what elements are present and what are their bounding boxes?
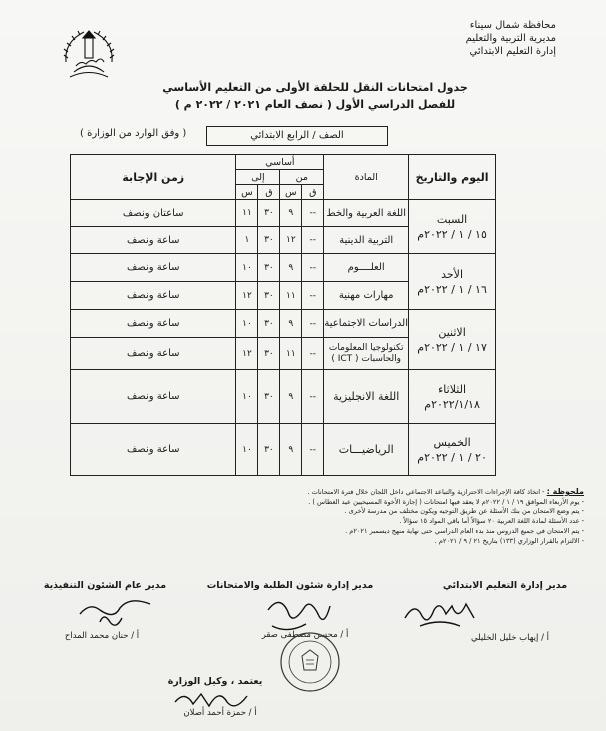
note-item: - اتخاذ كافة الإجراءات الاحترازية والتباعد الاجتماعي داخل اللجان خلال فترة الامتحانات .: [307, 488, 545, 496]
from-s-cell: ٩: [280, 370, 302, 424]
header-day-date: اليوم والتاريخ: [409, 155, 496, 200]
header-to: إلى: [236, 170, 280, 185]
day-cell-thursday: [409, 424, 496, 476]
subject-cell: العلــــوم: [324, 254, 409, 282]
header-from-s: س: [280, 185, 302, 200]
approval-name: أ / حمزة أحمد أصلان: [183, 708, 257, 718]
day-date: ١٧ / ١ / ٢٠٢٢م: [417, 340, 487, 354]
duration-cell: ساعة ونصف: [71, 370, 236, 424]
subject-cell: التربية الدينية: [324, 227, 409, 254]
day-cell-monday: [409, 310, 496, 370]
signature-title-primary: مدير إدارة التعليم الابتدائي: [442, 580, 568, 591]
from-s-cell: ٩: [280, 424, 302, 476]
signature-title-executive: مدير عام الشئون التنفيذية: [43, 580, 167, 591]
to-q-cell: ٣٠: [258, 254, 280, 282]
duration-cell: ساعة ونصف: [71, 424, 236, 476]
to-s-cell: ١٠: [236, 424, 258, 476]
day-name: السبت: [436, 212, 468, 226]
to-s-cell: ١٠: [236, 310, 258, 338]
from-q-cell: --: [302, 310, 324, 338]
day-date: ١٦ / ١ / ٢٠٢٢م: [417, 282, 487, 296]
from-s-cell: ١٢: [280, 227, 302, 254]
from-q-cell: --: [302, 424, 324, 476]
signature-executive-icon: [70, 592, 160, 632]
to-s-cell: ١٠: [236, 370, 258, 424]
signature-name-primary: أ / إيهاب خليل الخليلي: [470, 633, 550, 643]
header-from: من: [280, 170, 324, 185]
approval-title: يعتمد ، وكيل الوزارة: [167, 676, 263, 687]
to-q-cell: ٣٠: [258, 338, 280, 370]
header-directorate: مديرية التربية والتعليم: [465, 33, 556, 44]
official-stamp-icon: [278, 630, 342, 694]
to-s-cell: ١٢: [236, 282, 258, 310]
subject-cell: اللغة العربية والخط: [324, 200, 409, 227]
to-q-cell: ٣٠: [258, 200, 280, 227]
to-q-cell: ٣٠: [258, 227, 280, 254]
subject-cell: تكنولوجيا المعلومات والحاسبات ( ICT ): [324, 338, 409, 370]
header-to-s: س: [236, 185, 258, 200]
header-administration: إدارة التعليم الابتدائي: [469, 46, 556, 57]
to-s-cell: ١٠: [236, 254, 258, 282]
subject-cell: الدراسات الاجتماعية: [324, 310, 409, 338]
note-item: - يتم الامتحان في جميع الدروس منذ بدء العام الدراسي حتى نهاية منهج ديسمبر ٢٠٢١م .: [345, 526, 584, 535]
notes-block: [142, 487, 584, 546]
to-q-cell: ٣٠: [258, 310, 280, 338]
from-s-cell: ٩: [280, 200, 302, 227]
header-duration: زمن الإجابة: [71, 155, 236, 200]
duration-cell: ساعة ونصف: [71, 282, 236, 310]
duration-cell: ساعة ونصف: [71, 338, 236, 370]
day-name: الثلاثاء: [438, 382, 467, 396]
signature-primary-icon: [400, 596, 480, 632]
day-cell-tuesday: [409, 370, 496, 424]
subject-cell: الرياضيـــات: [324, 424, 409, 476]
note-item: - الالتزام بالقرار الوزاري (١٣٣) بتاريخ ٢١ / ٩ / ٢٠٢١م .: [434, 536, 584, 545]
to-q-cell: ٣٠: [258, 370, 280, 424]
header-subject: المادة: [324, 155, 409, 200]
from-s-cell: ٩: [280, 310, 302, 338]
day-date: ٢٠٢٢/١/١٨م: [424, 397, 480, 411]
to-q-cell: ٣٠: [258, 424, 280, 476]
subject-cell: مهارات مهنية: [324, 282, 409, 310]
from-q-cell: --: [302, 370, 324, 424]
exam-schedule-table: [70, 154, 496, 476]
from-q-cell: --: [302, 200, 324, 227]
day-date: ١٥ / ١ / ٢٠٢٢م: [417, 227, 487, 241]
day-name: الاثنين: [438, 325, 466, 339]
subject-cell: اللغة الانجليزية: [324, 370, 409, 424]
header-basic: أساسي: [236, 155, 324, 170]
signature-name-exams: أ / محسن مصطفى صقر: [261, 630, 349, 640]
header-from-q: ق: [302, 185, 324, 200]
from-s-cell: ١١: [280, 282, 302, 310]
note-item: - يوم الأربعاء الموافق ١٩ / ١ / ٢٠٢٢م لا يعقد فيها امتحانات ( إجازة الأخوة المسيحيين عيد الغطاس ) .: [308, 497, 584, 506]
from-q-cell: --: [302, 254, 324, 282]
document-subtitle: للفصل الدراسي الأول ( نصف العام ٢٠٢١ / ٢٠٢٢ م ): [174, 98, 456, 111]
day-cell-saturday: [409, 200, 496, 254]
to-q-cell: ٣٠: [258, 282, 280, 310]
duration-cell: ساعتان ونصف: [71, 200, 236, 227]
signature-name-executive: أ / حنان محمد المداح: [64, 631, 140, 641]
from-q-cell: --: [302, 338, 324, 370]
grade-box: الصف / الرابع الابتدائي: [206, 126, 388, 146]
note-item: - يتم وضع الامتحان من بنك الأسئلة عن طريق التوجيه ويكون مختلف من مدرسة لأخرى .: [344, 507, 584, 516]
header-block: [466, 19, 556, 58]
day-date: ٢٠ / ١ / ٢٠٢٢م: [417, 450, 487, 464]
duration-cell: ساعة ونصف: [71, 254, 236, 282]
header-to-q: ق: [258, 185, 280, 200]
from-s-cell: ١١: [280, 338, 302, 370]
from-q-cell: --: [302, 227, 324, 254]
to-s-cell: ١٢: [236, 338, 258, 370]
day-name: الخميس: [433, 435, 471, 449]
to-s-cell: ١١: [236, 200, 258, 227]
to-s-cell: ١: [236, 227, 258, 254]
ministry-note: ( وفق الوارد من الوزارة ): [80, 128, 187, 139]
day-cell-sunday: [409, 254, 496, 310]
duration-cell: ساعة ونصف: [71, 227, 236, 254]
notes-label: ملحوظة :: [546, 487, 584, 496]
emblem-logo-icon: [54, 22, 124, 92]
from-q-cell: --: [302, 282, 324, 310]
day-name: الأحد: [441, 267, 464, 281]
from-s-cell: ٩: [280, 254, 302, 282]
signature-title-exams: مدير إدارة شئون الطلبة والامتحانات: [206, 580, 374, 591]
header-governorate: محافظة شمال سيناء: [469, 20, 556, 31]
duration-cell: ساعة ونصف: [71, 310, 236, 338]
note-item: - عدد الأسئلة لمادة اللغة العربية ٢٠ سؤالاً أما باقي المواد ١٥ سؤالاً .: [399, 517, 584, 526]
document-title: جدول امتحانات النقل للحلقة الأولى من التعليم الأساسي: [162, 81, 468, 94]
